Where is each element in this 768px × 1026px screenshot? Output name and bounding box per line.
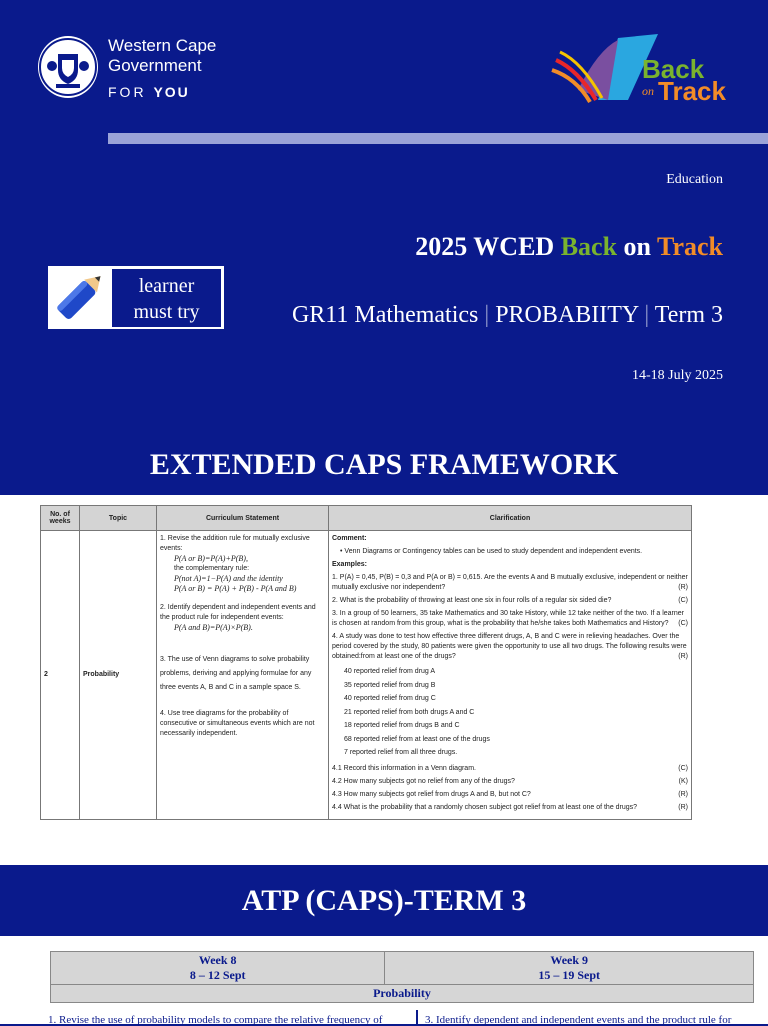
- subquestion-item: [332, 803, 688, 813]
- section-title-caps: EXTENDED CAPS FRAMEWORK: [149, 448, 619, 481]
- logo-on-text: on: [642, 84, 654, 98]
- department-label: Education: [666, 172, 723, 187]
- term-name: Term 3: [654, 302, 723, 328]
- header-weeks: No. of weeks: [41, 506, 80, 531]
- results-list: [332, 665, 688, 760]
- week8-dates: 8 – 12 Sept: [189, 968, 246, 982]
- example-mark: (C): [678, 620, 688, 627]
- org-tagline: [108, 84, 190, 100]
- atp-table-area: [0, 936, 768, 1024]
- curriculum-cell: [157, 531, 329, 820]
- title-on: on: [623, 232, 652, 261]
- atp-topic-cell: Probability: [51, 985, 754, 1003]
- learner-label-box: [112, 269, 221, 327]
- comment-text: • Venn Diagrams or Contingency tables can be used to study dependent and independent events.: [340, 548, 643, 555]
- example-item: [332, 609, 688, 629]
- org-name-line1: Western Cape: [108, 36, 217, 55]
- week9-dates: 15 – 19 Sept: [538, 968, 601, 982]
- example-text: 4. A study was done to test how effective three different drugs, A, B and C were in relieving headaches. Over the period covered by the study, 80 patients were given the opportunity to use all two drugs. The following results were obtained:from at least one of the drugs?: [332, 633, 687, 660]
- result-item: 68 reported relief from at least one of the drugs: [344, 735, 490, 743]
- title-back: Back: [560, 232, 618, 261]
- result-item: 7 reported relief from all three drugs.: [344, 749, 458, 756]
- topic-name: PROBABIITY: [495, 302, 639, 328]
- tagline-for: FOR: [108, 84, 147, 100]
- subquestion-item: [332, 777, 688, 787]
- subject-line: [292, 302, 723, 329]
- tagline-you: YOU: [153, 84, 190, 100]
- learner-line1: learner: [138, 275, 195, 297]
- org-name-line2: Government: [108, 56, 202, 75]
- example-text: 2. What is the probability of throwing at least one six in four rolls of a regular six sided die?: [332, 597, 612, 604]
- statement: 2. Identify dependent and independent events and the product rule for independent events:: [160, 604, 316, 621]
- subquestion-text: 4.4 What is the probability that a randomly chosen subject got relief from at least one of the drugs?: [332, 803, 638, 811]
- statement: 4. Use tree diagrams for the probability of consecutive or simultaneous events which are not necessarily independent.: [160, 710, 315, 737]
- crest-icon: [38, 36, 98, 98]
- example-item: [332, 573, 688, 593]
- table-header-row: [41, 506, 692, 531]
- week8-label: Week 8: [198, 953, 237, 967]
- example-mark: (R): [678, 653, 688, 660]
- formula: P(A or B) = P(A) + P(B) - P(A and B): [174, 584, 297, 593]
- topic-cell: Probability: [80, 531, 157, 820]
- result-item: 40 reported relief from drug C: [344, 695, 436, 702]
- learner-must-try-badge: [48, 266, 224, 329]
- back-on-track-logo: [548, 30, 728, 110]
- main-title: [415, 232, 723, 262]
- atp-week-row: [51, 952, 754, 985]
- column-divider: [416, 1010, 418, 1024]
- comment-body: Venn Diagrams or Contingency tables can be used to study dependent and independent events.: [344, 548, 643, 555]
- header-divider-bar: [108, 133, 768, 144]
- atp-table: [50, 951, 754, 1003]
- section-atp-banner: [0, 866, 768, 936]
- subquestion-mark: (K): [678, 777, 688, 785]
- result-item: 21 reported relief from both drugs A and C: [344, 708, 475, 716]
- subquestion-text: 4.3 How many subjects got relief from drugs A and B, but not C?: [332, 790, 531, 798]
- example-item: [332, 632, 688, 662]
- result-item: 18 reported relief from drugs B and C: [344, 722, 460, 729]
- subject-name: GR11 Mathematics: [291, 302, 479, 328]
- formula: P(A or B)=P(A)+P(B),: [174, 554, 248, 563]
- learner-line2: must try: [133, 301, 200, 323]
- title-prefix: 2025 WCED: [415, 232, 555, 261]
- date-label: 14-18 July 2025: [632, 368, 723, 383]
- learner-text: [114, 271, 219, 325]
- example-text: 1. P(A) = 0,45, P(B) = 0,3 and P(A or B) = 0,615. Are the events A and B mutually exclusive, independent or neither mutually exclusive nor independent?: [332, 574, 688, 591]
- week9-cell: [385, 952, 754, 985]
- comment-label: Comment:: [332, 535, 367, 542]
- result-item: 35 reported relief from drug B: [344, 681, 436, 689]
- week8-cell: [51, 952, 385, 985]
- example-text: 3. In a group of 50 learners, 35 take Mathematics and 30 take History, while 12 take neither of the two. If a learner is chosen at random from this group, what is the probability that he/she takes both Mathematics and History?: [332, 610, 685, 627]
- title-track: Track: [657, 232, 723, 261]
- example-mark: (R): [678, 584, 688, 591]
- separator: |: [484, 302, 490, 328]
- statement: 1. Revise the addition rule for mutually exclusive events:: [160, 535, 310, 552]
- example-mark: (C): [678, 597, 688, 604]
- header-curriculum: Curriculum Statement: [157, 506, 329, 531]
- header-clarification: Clarification: [329, 506, 692, 531]
- week9-label: Week 9: [550, 953, 589, 967]
- subquestion-mark: (C): [678, 764, 688, 772]
- formula: P(A and B)=P(A)×P(B).: [174, 623, 253, 632]
- atp-left-item: 1. Revise the use of probability models to compare the relative frequency of: [48, 1014, 383, 1026]
- subquestion-mark: (R): [678, 790, 688, 798]
- logo-track-text: Track: [658, 76, 726, 106]
- clarification-cell: [329, 531, 692, 820]
- example-item: [332, 596, 688, 606]
- wcg-logo: [38, 36, 238, 102]
- caps-framework-table-area: [0, 495, 768, 865]
- atp-topic-row: [51, 985, 754, 1003]
- table-row: [41, 531, 692, 820]
- subquestion-item: [332, 764, 688, 774]
- subquestion-item: [332, 790, 688, 800]
- subquestion-mark: (R): [678, 803, 688, 811]
- statement: the complementary rule:: [174, 565, 250, 572]
- statement: 3. The use of Venn diagrams to solve probability problems, deriving and applying formulae for any three events A, B and C in a sample space S.: [160, 656, 312, 691]
- logo-back-text: Back: [642, 54, 705, 84]
- weeks-cell: 2: [41, 531, 80, 820]
- formula: P(not A)=1−P(A) and the identity: [174, 574, 283, 583]
- section-title-atp: ATP (CAPS)-TERM 3: [241, 884, 527, 917]
- result-item: 40 reported relief from drug A: [344, 668, 436, 675]
- header-topic: Topic: [80, 506, 157, 531]
- subquestion-text: 4.1 Record this information in a Venn diagram.: [332, 764, 476, 772]
- atp-right-item: 3. Identify dependent and independent events and the product rule for: [425, 1014, 732, 1026]
- examples-label: Examples:: [332, 561, 368, 568]
- subquestion-text: 4.2 How many subjects got no relief from any of the drugs?: [332, 777, 515, 785]
- pencil-icon: [48, 266, 112, 329]
- caps-table: [40, 505, 692, 820]
- separator: |: [644, 302, 650, 328]
